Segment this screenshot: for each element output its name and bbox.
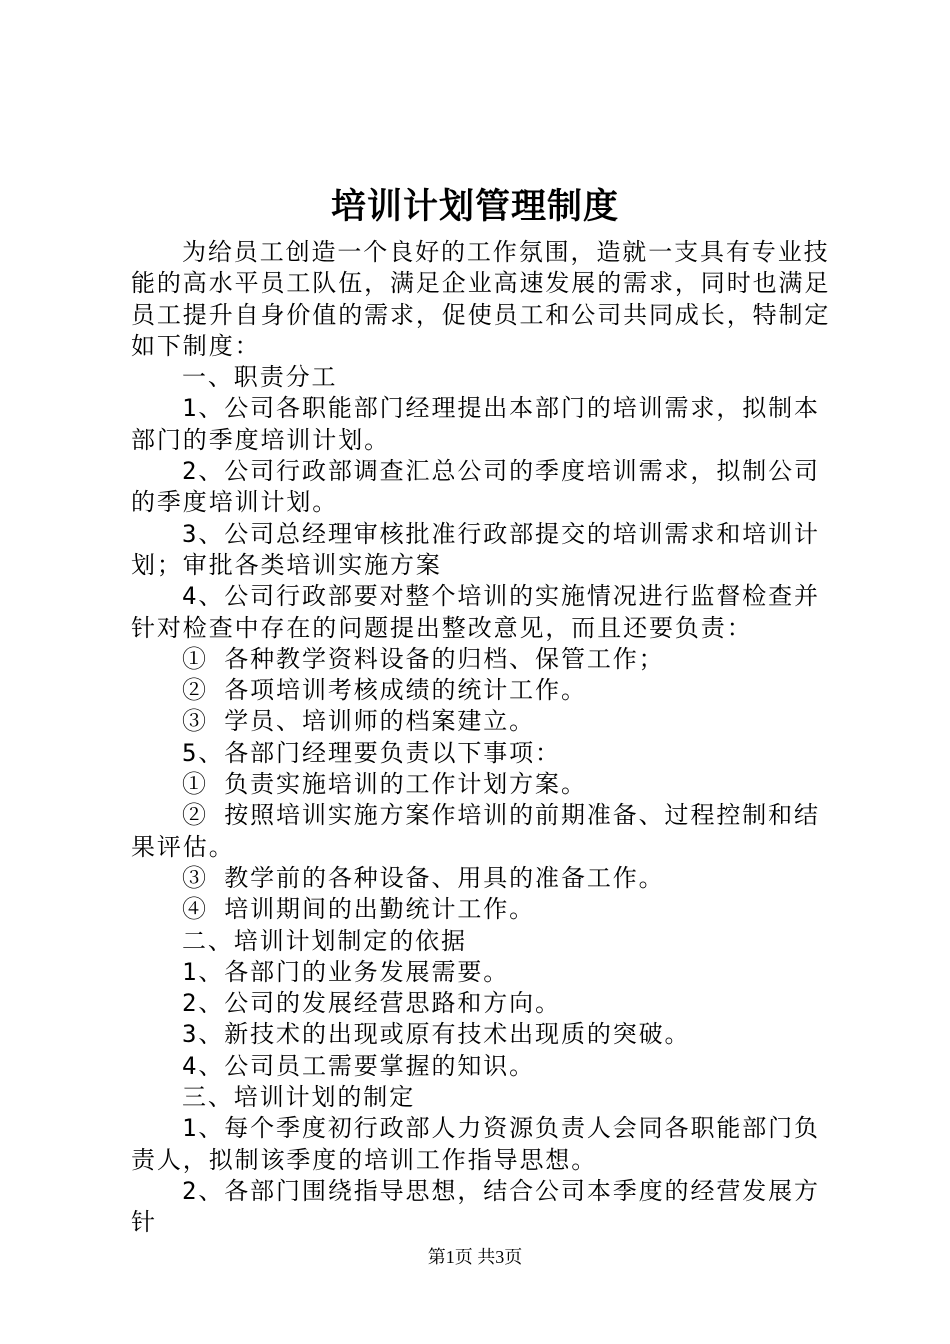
section-heading-1: 一、职责分工 bbox=[182, 363, 338, 392]
document-body bbox=[131, 237, 831, 1239]
list-item: ③ 学员、培训师的档案建立。 bbox=[182, 707, 536, 736]
paragraph: 4、公司行政部要对整个培训的实施情况进行监督检查并针对检查中存在的问题提出整改意见，而且还要负责： bbox=[131, 582, 820, 642]
paragraph: 2、公司行政部调查汇总公司的季度培训需求，拟制公司的季度培训计划。 bbox=[131, 457, 820, 517]
list-item: ④ 培训期间的出勤统计工作。 bbox=[182, 895, 536, 924]
list-item: ① 各种教学资料设备的归档、保管工作； bbox=[182, 644, 665, 673]
list-item: ② 按照培训实施方案作培训的前期准备、过程控制和结果评估。 bbox=[131, 801, 820, 861]
paragraph: 4、公司员工需要掌握的知识。 bbox=[182, 1051, 536, 1080]
paragraph: 2、各部门围绕指导思想，结合公司本季度的经营发展方针 bbox=[131, 1176, 820, 1237]
paragraph: 3、公司总经理审核批准行政部提交的培训需求和培训计划；审批各类培训实施方案 bbox=[131, 519, 820, 579]
list-item: ③ 教学前的各种设备、用具的准备工作。 bbox=[182, 863, 665, 892]
paragraph: 1、公司各职能部门经理提出本部门的培训需求，拟制本部门的季度培训计划。 bbox=[131, 394, 820, 454]
document-title: 培训计划管理制度 bbox=[330, 186, 619, 227]
list-item: ① 负责实施培训的工作计划方案。 bbox=[182, 770, 587, 799]
section-heading-2: 二、培训计划制定的依据 bbox=[182, 926, 467, 955]
paragraph: 5、各部门经理要负责以下事项： bbox=[182, 738, 561, 767]
paragraph: 1、各部门的业务发展需要。 bbox=[182, 957, 510, 986]
paragraph: 2、公司的发展经营思路和方向。 bbox=[182, 989, 561, 1018]
paragraph-intro: 为给员工创造一个良好的工作氛围，造就一支具有专业技能的高水平员工队伍，满足企业高速发展的需求，同时也满足员工提升自身价值的需求，促使员工和公司共同成长，特制定如下制度： bbox=[131, 238, 831, 360]
list-item: ② 各项培训考核成绩的统计工作。 bbox=[182, 676, 587, 705]
section-heading-3: 三、培训计划的制定 bbox=[182, 1083, 416, 1112]
page-number-footer: 第1页 共3页 bbox=[427, 1247, 523, 1267]
paragraph: 1、每个季度初行政部人力资源负责人会同各职能部门负责人，拟制该季度的培训工作指导思想。 bbox=[131, 1114, 820, 1174]
paragraph: 3、新技术的出现或原有技术出现质的突破。 bbox=[182, 1020, 691, 1049]
